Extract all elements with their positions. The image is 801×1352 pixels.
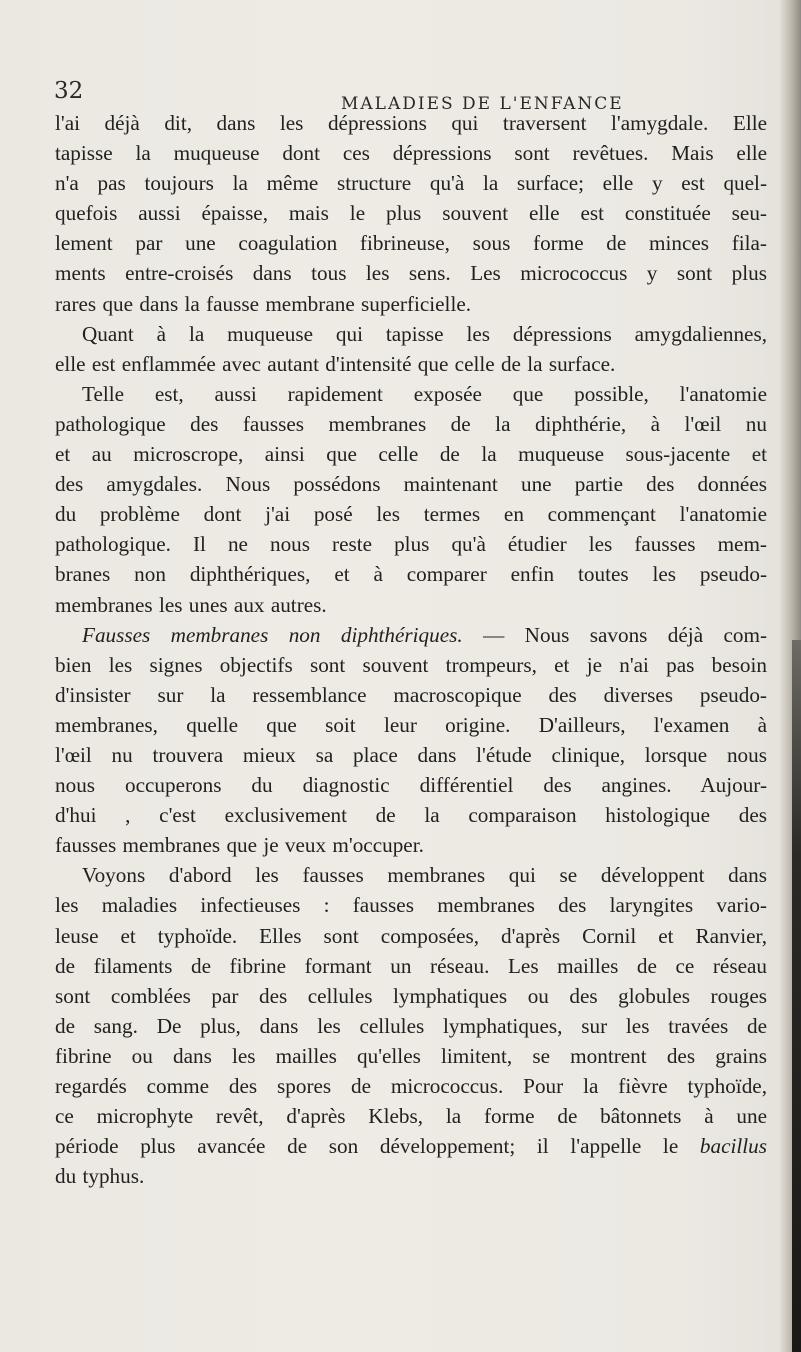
text-line: Telle est, aussi rapidement exposée que possible, l'anatomie [82,381,767,406]
page-number: 32 [54,78,84,104]
text-line [55,1131,767,1161]
text-line-rest: — Nous savons déjà com- [483,622,768,647]
text-line: ments entre-croisés dans tous les sens. Les micrococcus y sont plus [55,261,767,286]
text-line: du typhus. [55,1164,145,1189]
text-line-start: période plus avancée de son développement; il l'appelle le [55,1134,679,1159]
text-line: les maladies infectieuses : fausses membranes des laryngites vario- [55,893,767,918]
text-line: sont comblées par des cellules lymphatiques ou des globules rouges [55,983,767,1008]
text-line: nous occuperons du diagnostic différentiel des angines. Aujour- [55,773,767,798]
text-line: n'a pas toujours la même structure qu'à la surface; elle y est quel- [55,171,767,196]
text-line: regardés comme des spores de micrococcus. Pour la fièvre typhoïde, [55,1074,767,1098]
text-line: tapisse la muqueuse dont ces dépressions sont revêtues. Mais elle [55,141,767,166]
text-line: Voyons d'abord les fausses membranes qui se développent dans [82,863,767,888]
text-line: bien les signes objectifs sont souvent trompeurs, et je n'ai pas besoin [55,652,767,677]
text-line: du problème dont j'ai posé les termes en commençant l'anatomie [55,502,767,527]
text-line: branes non diphthériques, et à comparer enfin toutes les pseudo- [55,562,767,587]
text-line: l'ai déjà dit, dans les dépressions qui traversent l'amygdale. Elle [55,111,767,135]
section-heading-italic: Fausses membranes non diphthériques. [82,622,463,647]
text-line: quefois aussi épaisse, mais le plus souvent elle est constituée seu- [55,201,767,226]
text-line: fibrine ou dans les mailles qu'elles limitent, se montrent des grains [55,1043,767,1068]
text-line: d'insister sur la ressemblance macroscopique des diverses pseudo- [55,682,767,707]
italic-term: bacillus [699,1134,768,1159]
text-line: et au microscrope, ainsi que celle de la muqueuse sous-jacente et [55,442,767,467]
text-line: ce microphyte revêt, d'après Klebs, la forme de bâtonnets à une [55,1104,767,1129]
text-line: des amygdales. Nous possédons maintenant une partie des données [55,472,767,497]
text-line: elle est enflammée avec autant d'intensité que celle de la surface. [55,351,616,376]
text-line: l'œil nu trouvera mieux sa place dans l'étude clinique, lorsque nous [55,742,767,767]
text-line: Quant à la muqueuse qui tapisse les dépressions amygdaliennes, [82,321,767,346]
text-line: leuse et typhoïde. Elles sont composées, d'après Cornil et Ranvier, [55,923,767,948]
text-line: membranes, quelle que soit leur origine. D'ailleurs, l'examen à [55,712,767,737]
text-line: fausses membranes que je veux m'occuper. [55,833,424,858]
text-line [55,620,767,650]
text-line: rares que dans la fausse membrane superficielle. [55,291,472,316]
running-head: MALADIES DE L'ENFANCE [341,94,624,114]
text-line: lement par une coagulation fibrineuse, sous forme de minces fila- [55,231,767,256]
text-line: de sang. De plus, dans les cellules lymphatiques, sur les travées de [55,1013,767,1038]
text-line: pathologique des fausses membranes de la diphthérie, à l'œil nu [55,411,767,436]
page-edge-dark [792,640,801,1352]
body-text [55,108,767,1191]
text-line: membranes les unes aux autres. [55,592,327,617]
text-line: pathologique. Il ne nous reste plus qu'à étudier les fausses mem- [55,532,767,557]
text-line: de filaments de fibrine formant un réseau. Les mailles de ce réseau [55,953,767,978]
text-line: d'hui , c'est exclusivement de la comparaison histologique des [55,803,767,828]
